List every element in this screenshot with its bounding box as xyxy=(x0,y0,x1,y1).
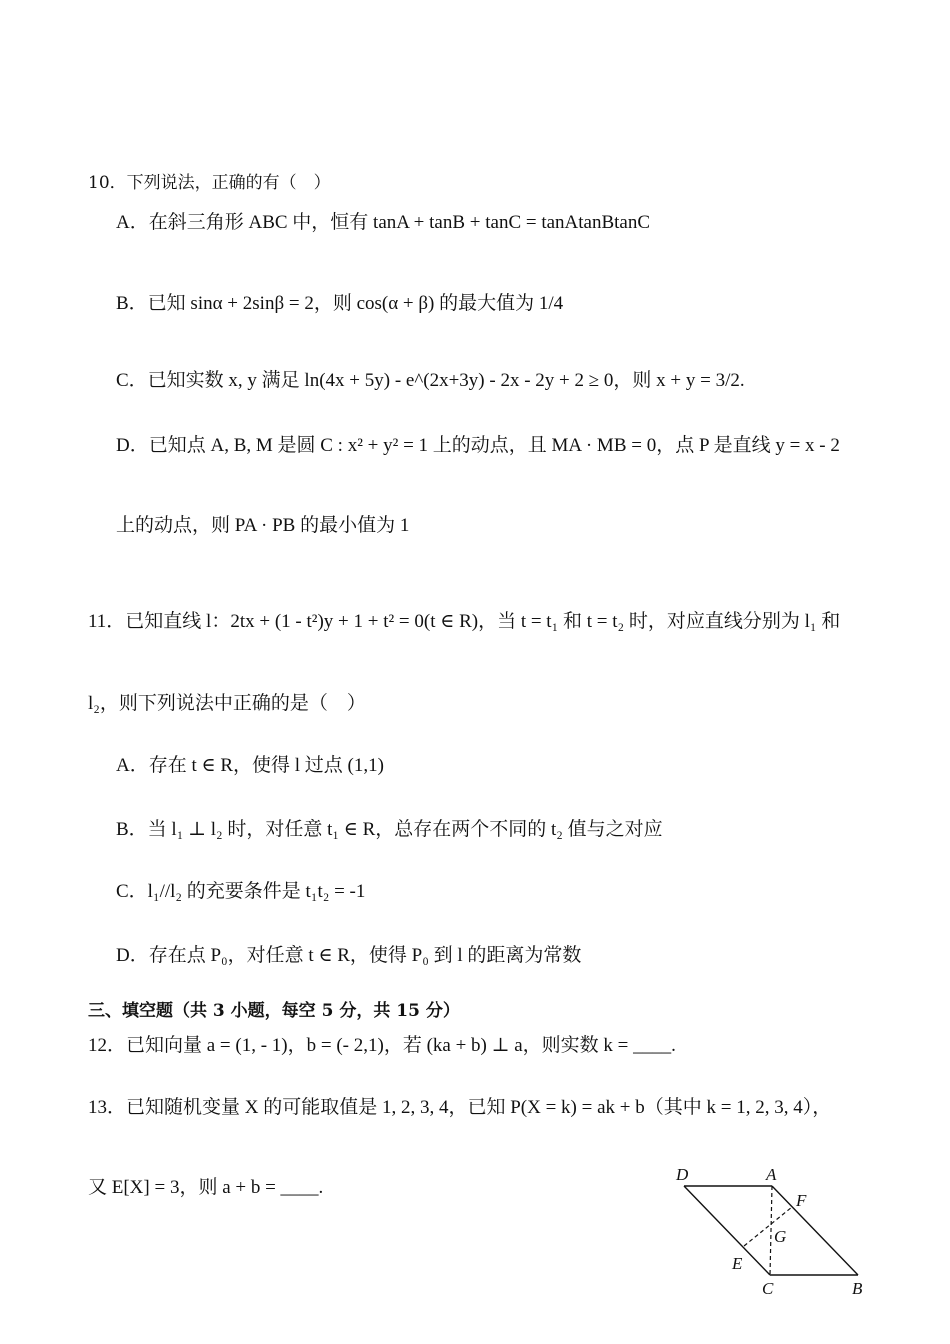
parallelogram-figure xyxy=(672,1160,882,1300)
section-3-heading: 三、填空题（共 3 小题，每空 5 分，共 15 分） xyxy=(88,1001,460,1021)
label-b: B xyxy=(852,1279,863,1298)
q10-option-d-line2: 上的动点，则 PA · PB 的最小值为 1 xyxy=(116,515,410,536)
q13-line1: 13．已知随机变量 X 的可能取值是 1, 2, 3, 4，已知 P(X = k) = ak + b（其中 k = 1, 2, 3, 4）， xyxy=(88,1097,832,1118)
label-f: F xyxy=(796,1191,807,1210)
label-c: C xyxy=(762,1279,774,1298)
q11-option-b: B．当 l₁ ⊥ l₂ 时，对任意 t₁ ∈ R，总存在两个不同的 t₂ 值与之对应 xyxy=(116,819,663,840)
q11-option-c: C．l₁//l₂ 的充要条件是 t₁t₂ = -1 xyxy=(116,881,366,902)
label-e: E xyxy=(732,1254,743,1273)
q10-option-a: A．在斜三角形 ABC 中，恒有 tanA + tanB + tanC = tanAtanBtanC xyxy=(116,212,651,233)
label-g: G xyxy=(774,1227,787,1246)
q11-option-a: A．存在 t ∈ R，使得 l 过点 (1,1) xyxy=(116,755,384,776)
edge-dc xyxy=(684,1186,770,1275)
q10-stem: 10．下列说法，正确的有（ ） xyxy=(88,173,331,193)
label-a: A xyxy=(766,1165,777,1184)
q11-option-d: D．存在点 P₀，对任意 t ∈ R，使得 P₀ 到 l 的距离为常数 xyxy=(116,945,582,966)
q13-line2: 又 E[X] = 3，则 a + b = ____. xyxy=(88,1177,324,1198)
question-12: 12．已知向量 a = (1, - 1)，b = (- 2,1)，若 (ka + b) ⊥ a，则实数 k = ____. xyxy=(88,1035,676,1056)
q10-option-d-line1: D．已知点 A, B, M 是圆 C : x² + y² = 1 上的动点，且 MA · MB = 0，点 P 是直线 y = x - 2 xyxy=(116,435,840,456)
dashed-ac xyxy=(770,1186,772,1275)
q11-stem-line2: l₂，则下列说法中正确的是（ ） xyxy=(88,693,366,714)
label-d: D xyxy=(676,1165,689,1184)
q10-option-b: B．已知 sinα + 2sinβ = 2，则 cos(α + β) 的最大值为 1/4 xyxy=(116,293,564,314)
q10-option-c: C．已知实数 x, y 满足 ln(4x + 5y) - e^(2x+3y) - 2x - 2y + 2 ≥ 0，则 x + y = 3/2. xyxy=(116,370,745,391)
q11-stem-line1: 11．已知直线 l：2tx + (1 - t²)y + 1 + t² = 0(t ∈ R)，当 t = t₁ 和 t = t₂ 时，对应直线分别为 l₁ 和 xyxy=(88,611,841,632)
